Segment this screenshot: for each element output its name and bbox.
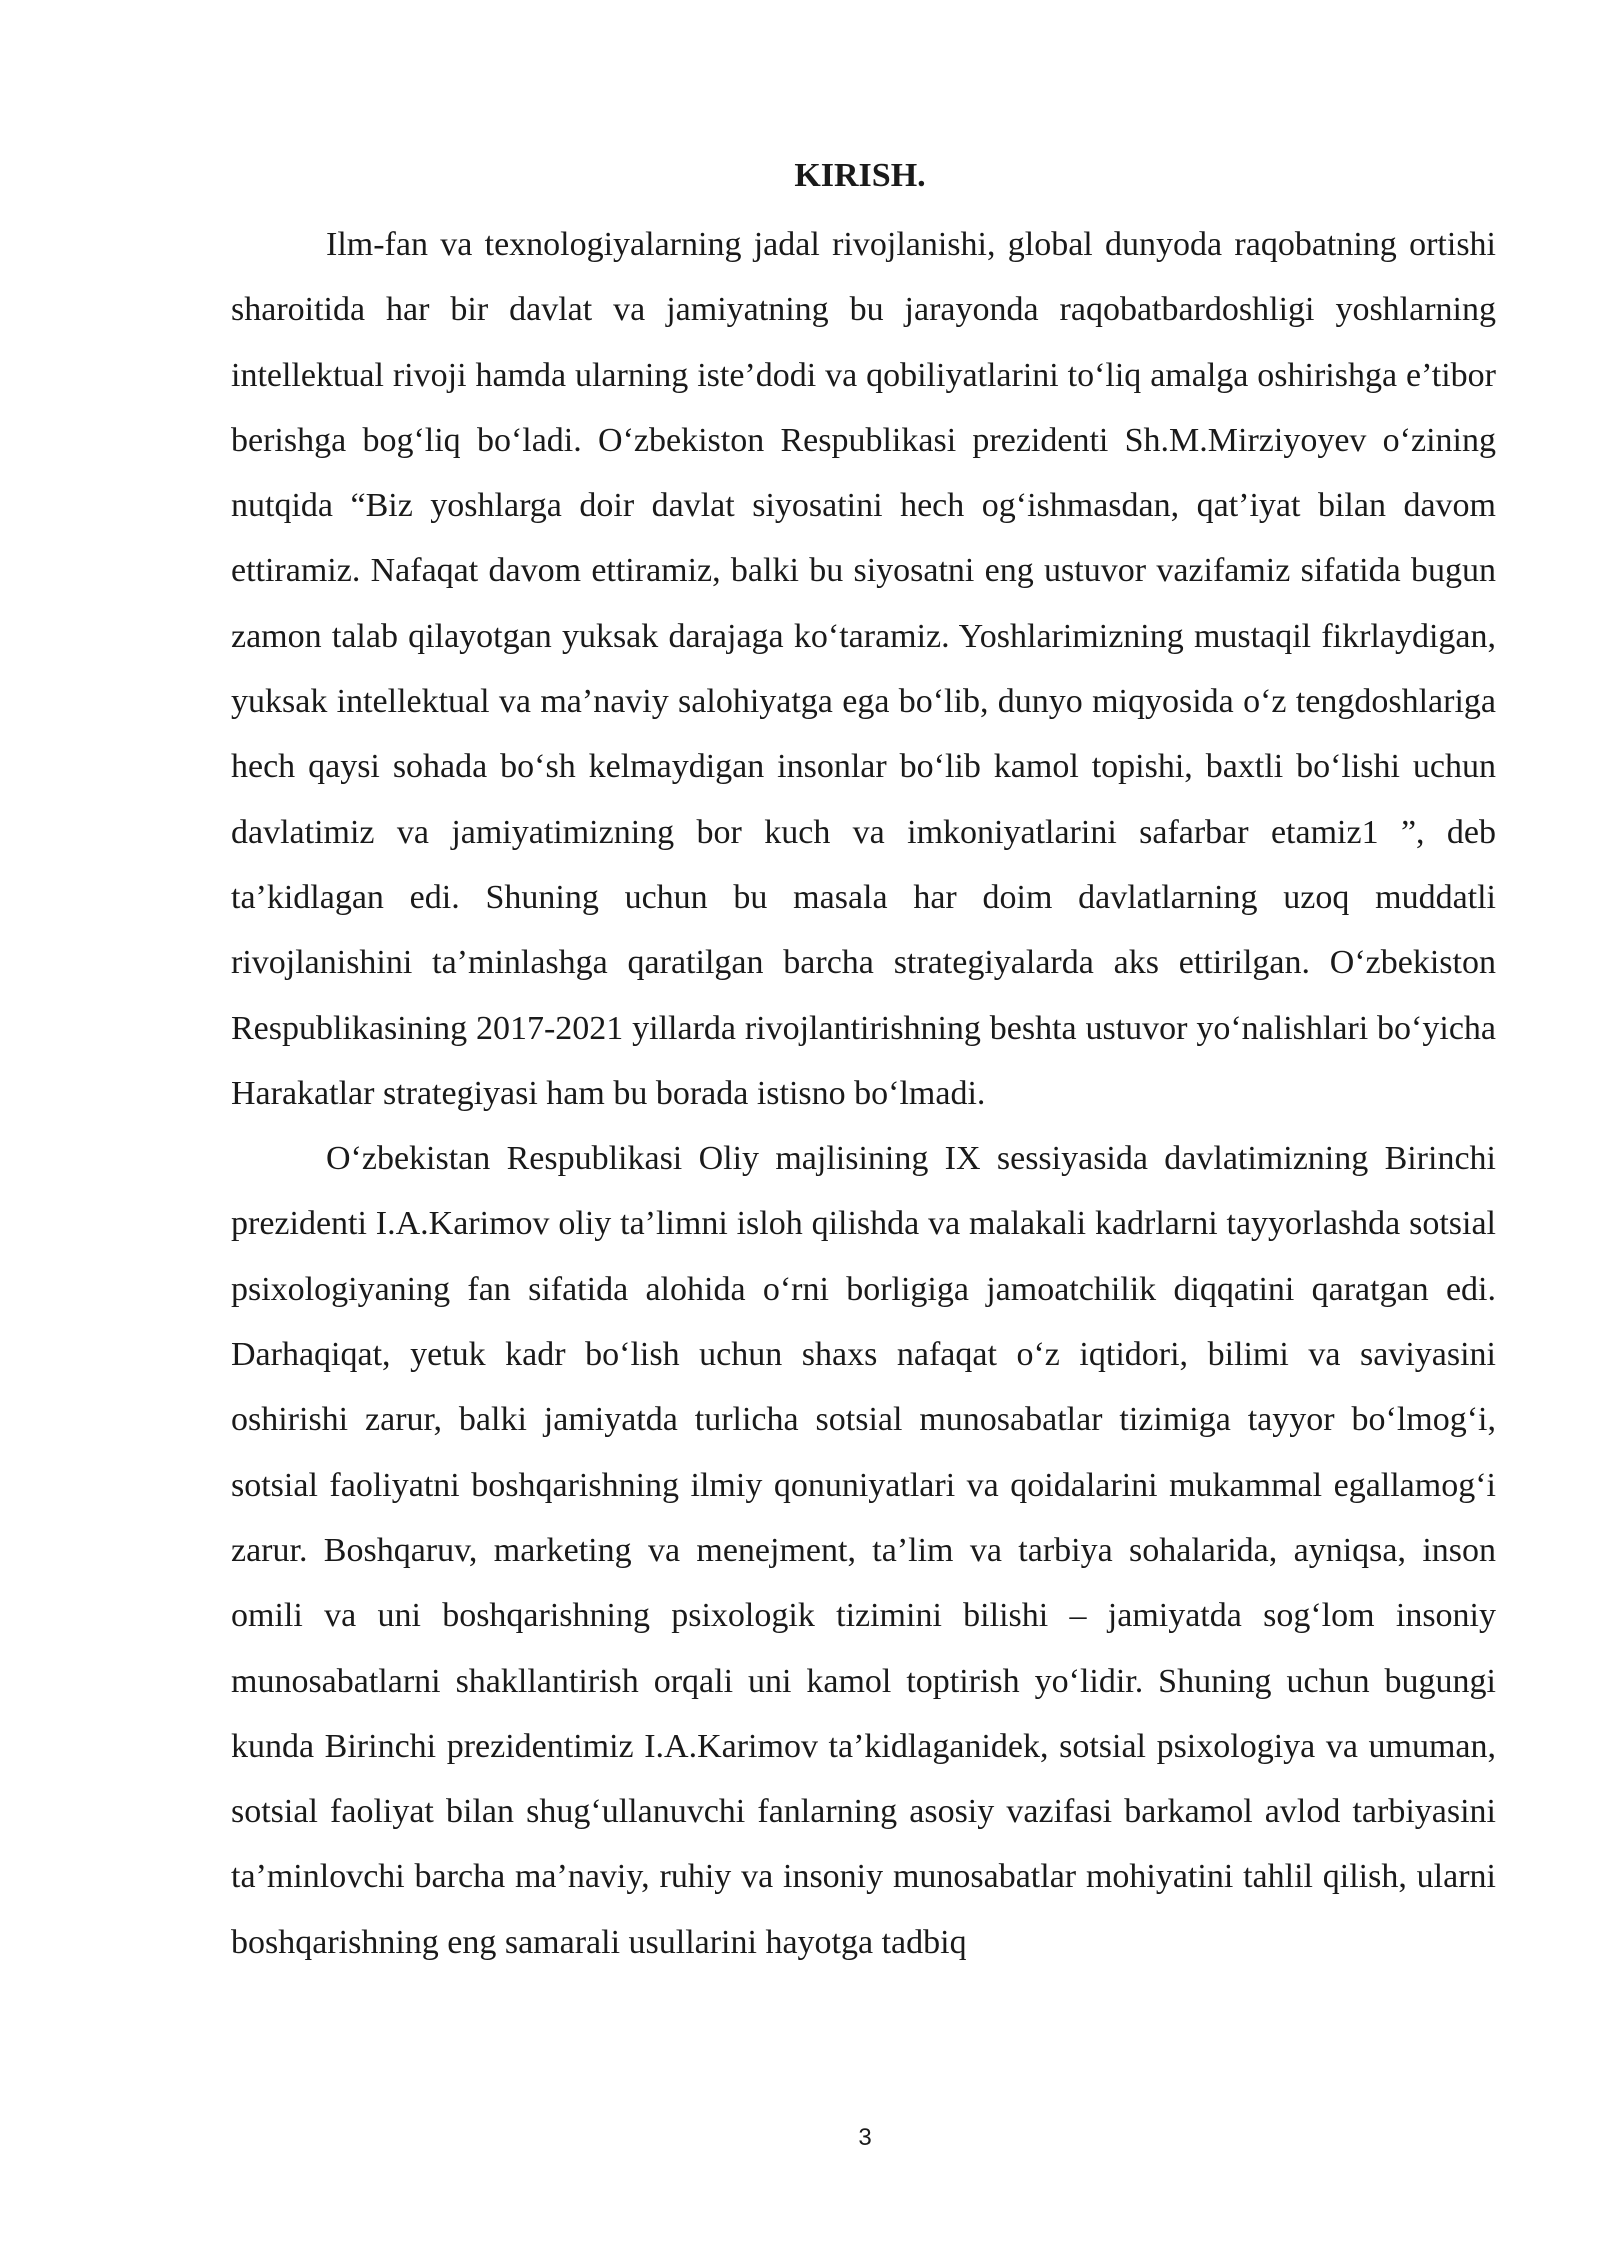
page-number: 3 xyxy=(858,2124,872,2151)
paragraph-2: O‘zbekistan Respublikasi Oliy majlisining IX sessiyasida davlatimizning Birinchi prezidenti I.A.Karimov oliy ta’limni isloh qilishda va malakali kadrlarni tayyorlashda sotsial psixologiyaning fan sifatida alohida o‘rni borligiga jamoatchilik diqqatini qaratgan edi. Darhaqiqat, yetuk kadr bo‘lish uchun shaxs nafaqat o‘z iqtidori, bilimi va saviyasini oshirishi zarur, balki jamiyatda turlicha sotsial munosabatlar tizimiga tayyor bo‘lmog‘i, sotsial faoliyatni boshqarishning ilmiy qonuniyatlari va qoidalarini mukammal egallamog‘i zarur. Boshqaruv, marketing va menejment, ta’lim va tarbiya sohalarida, ayniqsa, inson omili va uni boshqarishning psixologik tizimini bilishi – jamiyatda sog‘lom insoniy munosabatlarni shakllantirish orqali uni kamol toptirish yo‘lidir. Shuning uchun bugungi kunda Birinchi prezidentimiz I.A.Karimov ta’kidlaganidek, sotsial psixologiya va umuman, sotsial faoliyat bilan shug‘ullanuvchi fanlarning asosiy vazifasi barkamol avlod tarbiyasini ta’minlovchi barcha ma’naviy, ruhiy va insoniy munosabatlar mohiyatini tahlil qilish, ularni boshqarishning eng samarali usullarini hayotga tadbiq xyxy=(231,1140,1496,1961)
paragraph-1: Ilm-fan va texnologiyalarning jadal rivojlanishi, global dunyoda raqobatning ortishi sharoitida har bir davlat va jamiyatning bu jarayonda raqobatbardoshligi yoshlarning intellektual rivoji hamda ularning iste’dodi va qobiliyatlarini to‘liq amalga oshirishga e’tibor berishga bog‘liq bo‘ladi. O‘zbekiston Respublikasi prezidenti Sh.M.Mirziyoyev o‘zining nutqida “Biz yoshlarga doir davlat siyosatini hech og‘ishmasdan, qat’iyat bilan davom ettiramiz. Nafaqat davom ettiramiz, balki bu siyosatni eng ustuvor vazifamiz sifatida bugun zamon talab qilayotgan yuksak darajaga ko‘taramiz. Yoshlarimizning mustaqil fikrlaydigan, yuksak intellektual va ma’naviy salohiyatga ega bo‘lib, dunyo miqyosida o‘z tengdoshlariga hech qaysi sohada bo‘sh kelmaydigan insonlar bo‘lib kamol topishi, baxtli bo‘lishi uchun davlatimiz va jamiyatimizning bor kuch va imkoniyatlarini safarbar etamiz1 ”, deb ta’kidlagan edi. Shuning uchun bu masala har doim davlatlarning uzoq muddatli rivojlanishini ta’minlashga qaratilgan barcha strategiyalarda aks ettirilgan. O‘zbekiston Respublikasining 2017-2021 yillarda rivojlantirishning beshta ustuvor yo‘nalishlari bo‘yicha Harakatlar strategiyasi ham bu borada istisno bo‘lmadi. xyxy=(231,226,1496,1112)
section-title: KIRISH. xyxy=(794,157,926,194)
body-text xyxy=(231,212,1496,1975)
